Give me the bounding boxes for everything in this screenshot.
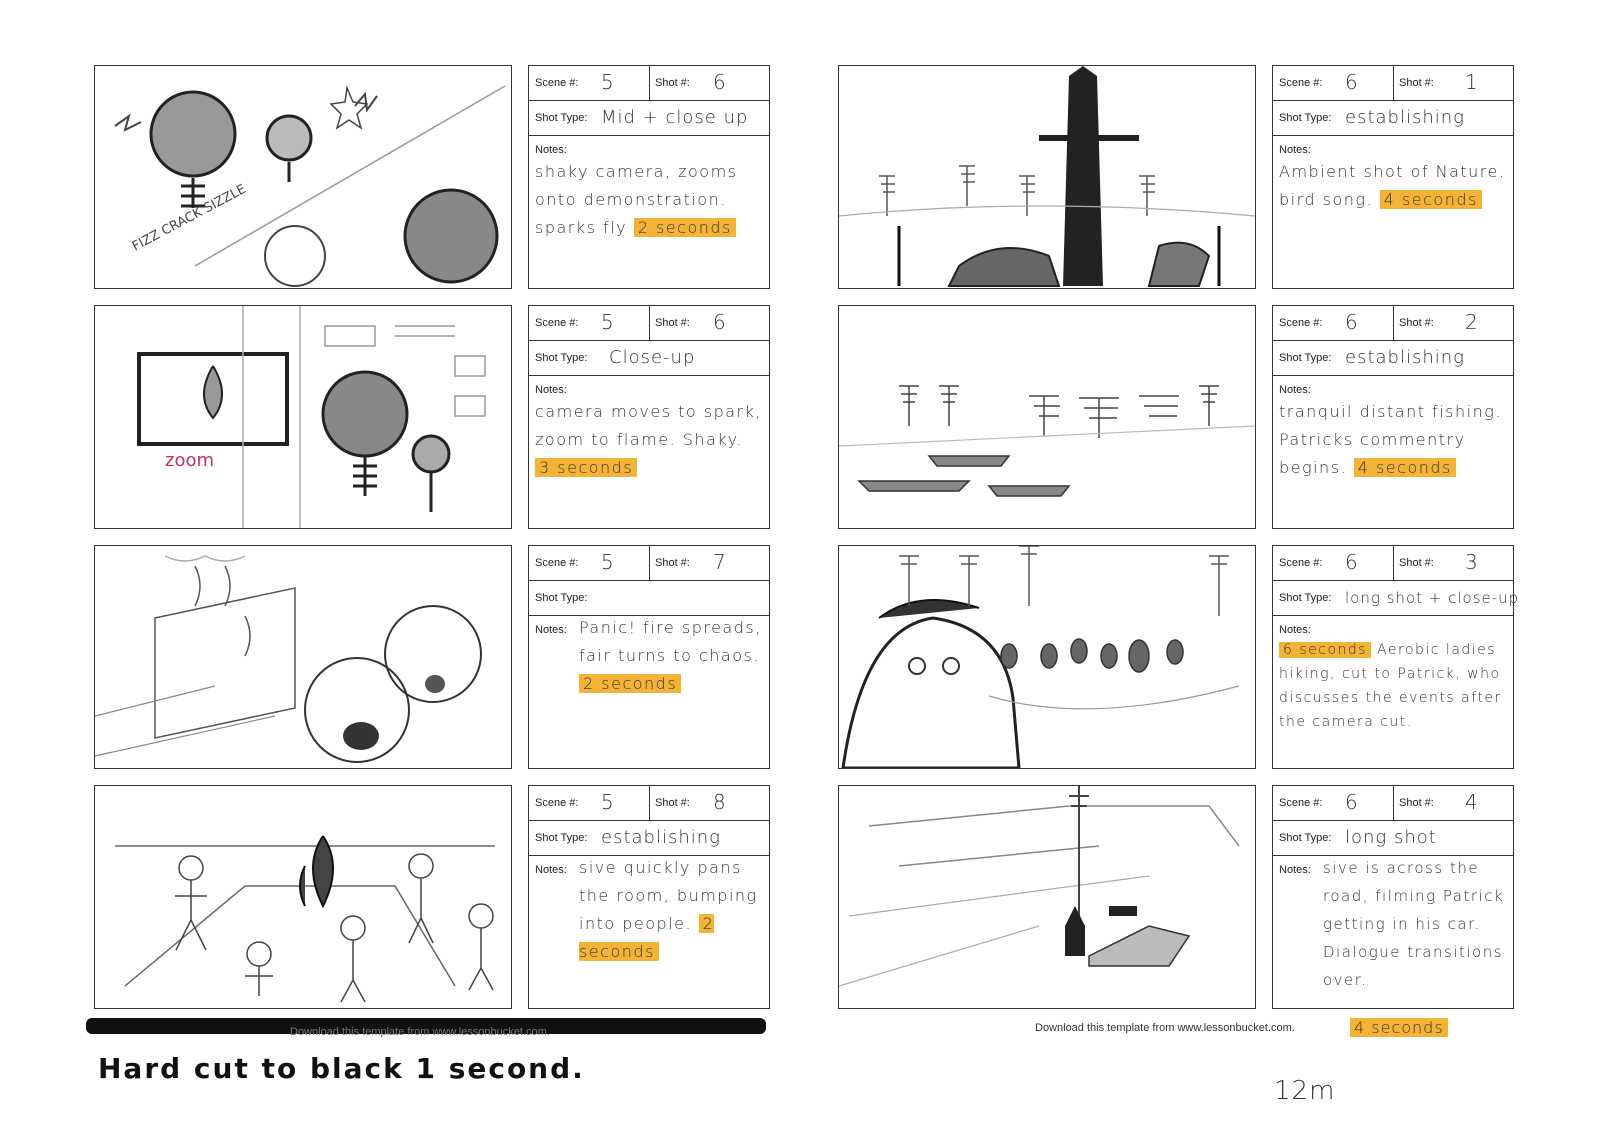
notes-text: [1279, 638, 1507, 734]
scene-number: 6: [1345, 70, 1359, 94]
shot-number: 8: [713, 790, 727, 814]
shot-number: 4: [1465, 790, 1479, 814]
notes-label: Notes:: [535, 624, 567, 636]
shot-type-label: Shot Type:: [535, 592, 588, 604]
scene-label: Scene #:: [535, 77, 579, 89]
notes-body: camera moves to spark, zoom to flame. Shaky.: [535, 402, 762, 449]
notes-label: Notes:: [535, 384, 567, 396]
shot-label: Shot #:: [1399, 797, 1434, 809]
shot-type-label: Shot Type:: [1279, 592, 1332, 604]
scene-number: 6: [1345, 310, 1359, 334]
sketch-frame-3: [94, 545, 512, 769]
shot-info-box: [528, 545, 770, 769]
sketch-demonstration-sparks: [95, 66, 511, 288]
scene-label: Scene #:: [1279, 77, 1323, 89]
footer-left: Download this template from www.lessonbucket.com.: [290, 1026, 550, 1038]
shot-type-label: Shot Type:: [1279, 112, 1332, 124]
notes-label: Notes:: [535, 144, 567, 156]
notes-text: [579, 614, 763, 698]
shot-type-value: establishing: [1345, 347, 1465, 368]
shot-type-value: Close-up: [609, 347, 696, 368]
notes-body: Panic! fire spreads, fair turns to chaos.: [579, 618, 762, 665]
scene-label: Scene #:: [1279, 317, 1323, 329]
duration-highlight: 4 seconds: [1380, 190, 1482, 209]
scene-number: 5: [601, 70, 615, 94]
scene-label: Scene #:: [535, 317, 579, 329]
notes-body: Ambient shot of Nature. bird song.: [1279, 162, 1506, 209]
shot-type-label: Shot Type:: [1279, 832, 1332, 844]
sketch-aerobic-ladies: [839, 546, 1255, 768]
notes-body: tranquil distant fishing. Patricks commentry begins.: [1279, 402, 1502, 477]
shot-number: 3: [1465, 550, 1479, 574]
sketch-frame-6: [838, 305, 1256, 529]
sketch-spark-zoom: [95, 306, 511, 528]
duration-highlight: 2 seconds: [634, 218, 736, 237]
scene-label: Scene #:: [1279, 557, 1323, 569]
duration-highlight: 2 seconds: [579, 674, 681, 693]
scene-number: 5: [601, 550, 615, 574]
notes-body: Aerobic ladies hiking, cut to Patrick, who discusses the events after the camera cut.: [1279, 642, 1502, 730]
notes-label: Notes:: [1279, 144, 1311, 156]
shot-info-box: [528, 305, 770, 529]
notes-label: Notes:: [1279, 384, 1311, 396]
scene-label: Scene #:: [535, 557, 579, 569]
duration-highlight: 2 seconds: [579, 914, 715, 961]
duration-highlight: 4 seconds: [1354, 458, 1456, 477]
notes-text: [579, 854, 763, 966]
notes-label: Notes:: [1279, 864, 1311, 876]
notes-body: shaky camera, zooms onto demonstration. sparks fly: [535, 162, 738, 237]
sketch-text-zoom: zoom: [165, 450, 215, 471]
sketch-text-fizz: FIZZ CRACK SIZZLE: [129, 181, 249, 255]
shot-type-label: Shot Type:: [1279, 352, 1332, 364]
shot-type-value: long shot + close-up: [1345, 589, 1520, 607]
shot-label: Shot #:: [655, 797, 690, 809]
shot-type-value: long shot: [1345, 827, 1437, 848]
shot-info-box: [1272, 65, 1514, 289]
shot-label: Shot #:: [655, 557, 690, 569]
sketch-panic-fire: [95, 546, 511, 768]
sketch-frame-8: [838, 785, 1256, 1009]
footer-right: Download this template from www.lessonbucket.com.: [1035, 1022, 1295, 1034]
shot-info-box: [528, 785, 770, 1009]
sketch-frame-5: [838, 65, 1256, 289]
shot-info-box: [528, 65, 770, 289]
scene-number: 5: [601, 310, 615, 334]
sketch-frame-4: [94, 785, 512, 1009]
scene-label: Scene #:: [1279, 797, 1323, 809]
shot-label: Shot #:: [1399, 317, 1434, 329]
notes-body: sive quickly pans the room, bumping into people.: [579, 858, 758, 933]
duration-highlight: 6 seconds: [1279, 642, 1371, 658]
shot-type-value: establishing: [1345, 107, 1465, 128]
scene-number: 6: [1345, 550, 1359, 574]
shot-number: 1: [1465, 70, 1479, 94]
shot-number: 2: [1465, 310, 1479, 334]
notes-text: [535, 398, 763, 482]
notes-label: Notes:: [535, 864, 567, 876]
notes-text: [1279, 158, 1507, 214]
notes-text: [1279, 398, 1507, 482]
sketch-room-crowd: [95, 786, 511, 1008]
sketch-distant-fishing: [839, 306, 1255, 528]
shot-label: Shot #:: [655, 77, 690, 89]
shot-type-label: Shot Type:: [535, 112, 588, 124]
scene-label: Scene #:: [535, 797, 579, 809]
sketch-frame-2: [94, 305, 512, 529]
scene-number: 5: [601, 790, 615, 814]
sketch-road-car: [839, 786, 1255, 1008]
sketch-nature-tree: [839, 66, 1255, 288]
shot-label: Shot #:: [1399, 557, 1434, 569]
shot-number: 6: [713, 310, 727, 334]
shot-info-box: [1272, 305, 1514, 529]
duration-highlight: 3 seconds: [535, 458, 637, 477]
shot-type-value: Mid + close up: [601, 107, 749, 128]
shot-label: Shot #:: [655, 317, 690, 329]
shot-label: Shot #:: [1399, 77, 1434, 89]
scene-number: 6: [1345, 790, 1359, 814]
hard-cut-note: Hard cut to black 1 second.: [98, 1052, 585, 1085]
sketch-frame-7: [838, 545, 1256, 769]
shot-type-label: Shot Type:: [535, 832, 588, 844]
notes-body: sive is across the road, filming Patrick getting in his car. Dialogue transitions over.: [1323, 859, 1505, 989]
shot-number: 6: [713, 70, 727, 94]
shot-info-box: [1272, 785, 1514, 1009]
shot-type-label: Shot Type:: [535, 352, 588, 364]
notes-text: [535, 158, 763, 242]
total-time-note: 12m: [1274, 1076, 1336, 1106]
shot-info-box: [1272, 545, 1520, 769]
shot-type-value: establishing: [601, 827, 721, 848]
shot-number: 7: [713, 550, 727, 574]
duration-highlight: 4 seconds: [1350, 1018, 1448, 1037]
notes-label: Notes:: [1279, 624, 1311, 636]
notes-text: [1323, 854, 1507, 994]
sketch-frame-1: [94, 65, 512, 289]
